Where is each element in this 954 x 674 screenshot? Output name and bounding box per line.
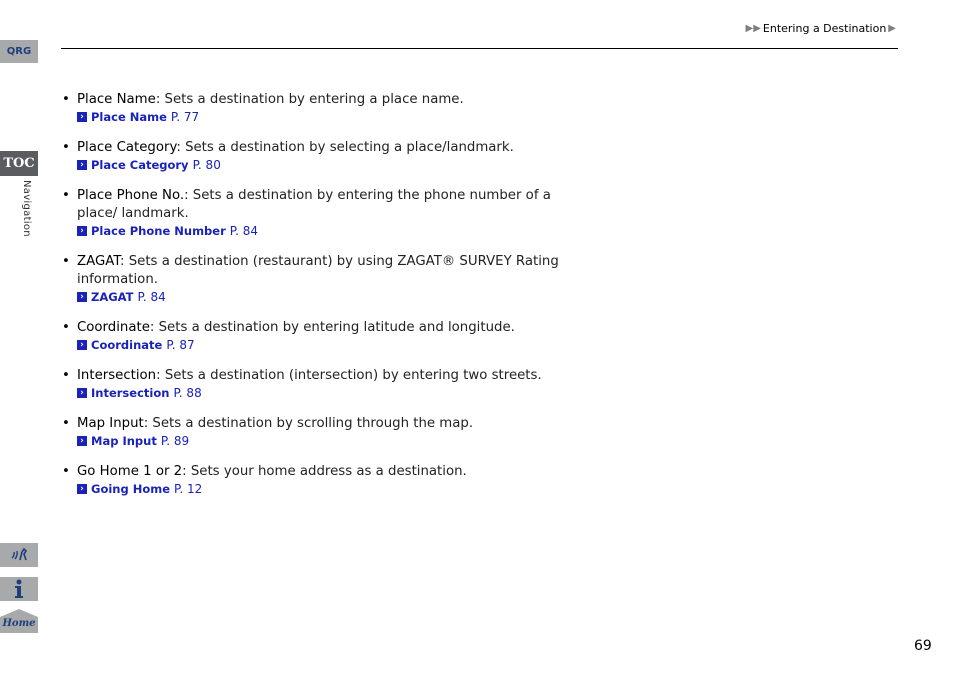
page-number: 69: [914, 638, 932, 654]
cross-ref-link[interactable]: [77, 289, 582, 305]
link-page[interactable]: P. 88: [173, 386, 202, 400]
bullet: •: [62, 140, 70, 155]
list-item: [62, 415, 582, 449]
link-arrow-icon: ›: [77, 160, 87, 170]
bullet: •: [62, 416, 70, 431]
home-label: Home: [2, 617, 36, 629]
entry-desc: : Sets a destination (intersection) by entering two streets.: [156, 368, 542, 383]
list-item: [62, 187, 582, 239]
link-arrow-icon: ›: [77, 292, 87, 302]
link-title[interactable]: Place Phone Number: [91, 224, 226, 238]
entry-term: Coordinate: [77, 320, 150, 335]
entry-desc: : Sets a destination by entering latitude and longitude.: [149, 320, 515, 335]
link-page[interactable]: P. 12: [174, 482, 203, 496]
link-arrow-icon: ›: [77, 436, 87, 446]
list-item: [62, 463, 582, 497]
info-icon: [12, 579, 26, 599]
link-title[interactable]: Place Category: [91, 158, 189, 172]
list-item: [62, 253, 582, 305]
voice-command-icon: [9, 546, 29, 564]
entry-term: Place Phone No.: [77, 188, 185, 203]
entry-desc: : Sets your home address as a destination.: [182, 464, 467, 479]
qrg-label: QRG: [6, 46, 32, 57]
link-title[interactable]: Intersection: [91, 386, 170, 400]
link-arrow-icon: ›: [77, 226, 87, 236]
entry-term: Go Home 1 or 2: [77, 464, 183, 479]
home-button[interactable]: [0, 609, 38, 633]
toc-label: TOC: [3, 156, 35, 171]
link-title[interactable]: Going Home: [91, 482, 171, 496]
bullet: •: [62, 368, 70, 383]
bullet: •: [62, 92, 70, 107]
link-page[interactable]: P. 84: [229, 224, 259, 238]
section-label: Navigation: [21, 180, 32, 237]
entry-desc: : Sets a destination by scrolling through the map.: [143, 416, 474, 431]
list-item: [62, 367, 582, 401]
entry-term: Place Category: [77, 140, 177, 155]
breadcrumb-end-arrow-icon: ▶: [888, 23, 896, 34]
qrg-tab[interactable]: [0, 40, 38, 63]
entry-list: [62, 91, 582, 511]
entry-term: Map Input: [77, 416, 144, 431]
toc-tab[interactable]: [0, 151, 38, 176]
header-divider: [61, 48, 898, 49]
link-title[interactable]: Map Input: [91, 434, 157, 448]
entry-desc: : Sets a destination (restaurant) by using ZAGAT® SURVEY Rating information.: [77, 254, 559, 287]
entry-term: Place Name: [77, 92, 156, 107]
cross-ref-link[interactable]: [77, 337, 582, 353]
cross-ref-link[interactable]: [77, 157, 582, 173]
link-title[interactable]: Place Name: [91, 110, 167, 124]
link-title[interactable]: ZAGAT: [91, 290, 134, 304]
breadcrumb-arrow-icon: ▶▶: [745, 23, 761, 34]
link-page[interactable]: P. 77: [170, 110, 200, 124]
cross-ref-link[interactable]: [77, 223, 582, 239]
breadcrumb: [746, 22, 896, 35]
entry-desc: : Sets a destination by entering the phone number of a place/ landmark.: [77, 188, 551, 221]
link-page[interactable]: P. 80: [192, 158, 221, 172]
link-arrow-icon: ›: [77, 112, 87, 122]
voice-command-button[interactable]: [0, 543, 38, 567]
bullet: •: [62, 188, 70, 203]
cross-ref-link[interactable]: [77, 481, 582, 497]
bullet: •: [62, 254, 70, 269]
bullet: •: [62, 464, 70, 479]
cross-ref-link[interactable]: [77, 109, 582, 125]
link-arrow-icon: ›: [77, 484, 87, 494]
cross-ref-link[interactable]: [77, 433, 582, 449]
list-item: [62, 319, 582, 353]
entry-term: Intersection: [77, 368, 157, 383]
entry-desc: : Sets a destination by selecting a place/landmark.: [176, 140, 514, 155]
breadcrumb-text[interactable]: Entering a Destination: [762, 22, 887, 35]
entry-desc: : Sets a destination by entering a place name.: [155, 92, 464, 107]
link-page[interactable]: P. 87: [166, 338, 195, 352]
bullet: •: [62, 320, 70, 335]
cross-ref-link[interactable]: [77, 385, 582, 401]
link-arrow-icon: ›: [77, 388, 87, 398]
list-item: [62, 91, 582, 125]
info-button[interactable]: [0, 577, 38, 601]
link-arrow-icon: ›: [77, 340, 87, 350]
list-item: [62, 139, 582, 173]
link-title[interactable]: Coordinate: [91, 338, 163, 352]
link-page[interactable]: P. 89: [160, 434, 190, 448]
entry-term: ZAGAT: [77, 254, 120, 269]
link-page[interactable]: P. 84: [137, 290, 166, 304]
